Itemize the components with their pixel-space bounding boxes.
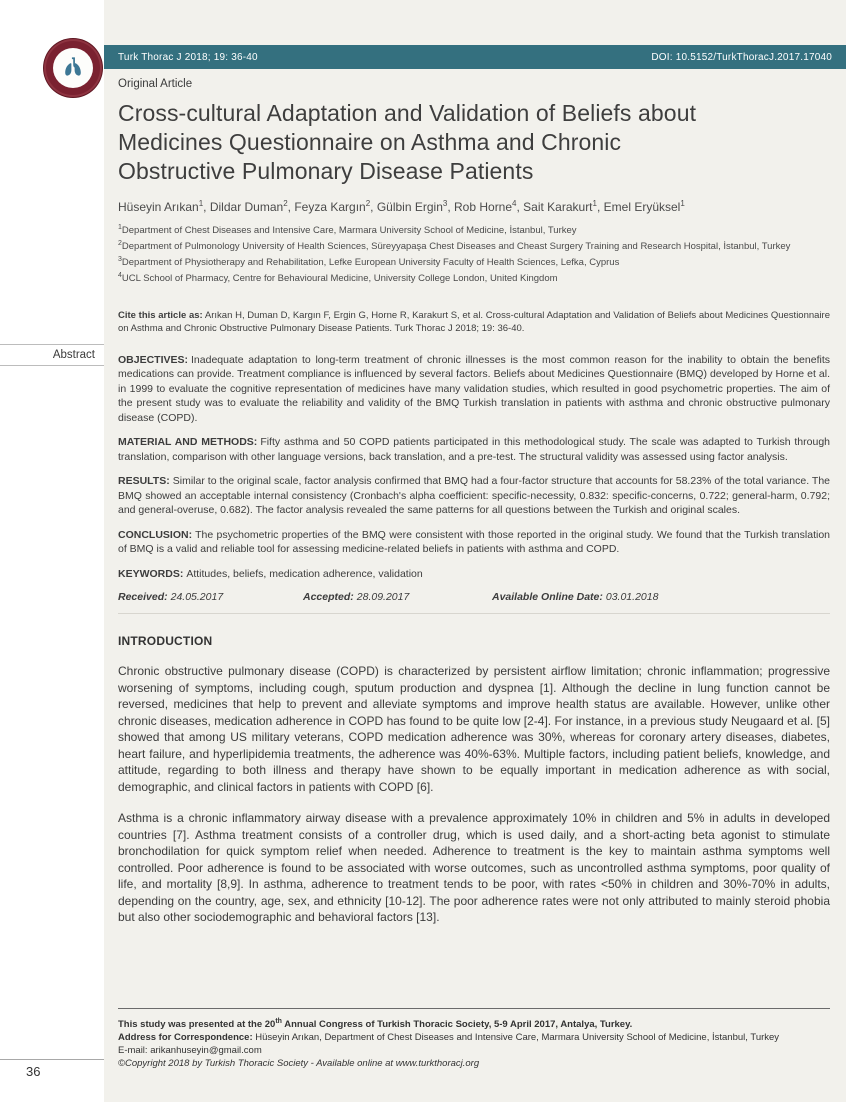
affiliation-marker: 1 (118, 224, 122, 231)
author (523, 200, 604, 214)
dates-row (118, 591, 830, 603)
affiliation-text: Department of Physiotherapy and Rehabilitation, Lefke European University Faculty of Health Sciences, Lefka, Cyprus (121, 257, 620, 269)
affiliation-line (118, 221, 830, 237)
date-label: Accepted: (303, 591, 354, 604)
article-title: Cross-cultural Adaptation and Validation of Beliefs about Medicines Questionnaire on Asthma and Chronic Obstructive Pulmonary Disease Patients (118, 100, 697, 184)
affiliation-marker: 4 (118, 272, 122, 280)
author (377, 200, 454, 214)
accepted-date (303, 591, 492, 603)
author-separator: , (516, 200, 524, 214)
author-separator: , (370, 200, 377, 214)
author-name: Feyza Kargın (294, 200, 366, 214)
footer (118, 1008, 830, 1070)
author-separator: , (287, 200, 295, 214)
abstract-section-text: Attitudes, beliefs, medication adherence, validation (186, 567, 423, 580)
author-name: Hüseyin Arıkan (118, 200, 199, 214)
article-type-label: Original Article (118, 78, 193, 90)
page-number: 36 (26, 1064, 41, 1079)
author (118, 200, 210, 214)
authors-line (118, 199, 830, 214)
affiliation-text: Department of Pulmonology University of Health Sciences, Süreyyapaşa Chest Diseases and Cheast Surgery Training and Research Hospital, İstanbul, Turkey (121, 241, 791, 253)
date-value: 03.01.2018 (605, 591, 659, 604)
date-label: Received: (118, 591, 168, 604)
introduction-paragraph: Asthma is a chronic inflammatory airway disease with a prevalence approximately 10% in children and 5% in adults in developed countries [7]. Asthma treatment consists of a controller drug, which is used daily, and a short-acting beta agonist to stimulate bronchodilation for quick symptom relief when needed. Adherence to treatment is the key to maintain asthma symptoms well controlled. Poor adherence is found to be associated with worse outcomes, such as uncontrolled asthma symptoms, poor quality of life, and mortality [8,9]. In asthma, adherence to treatment tends to be poor, with rates <50% in children and 30%-70% in adults, depending on the country, age, sex, and ethnicity [10-12]. The poor adherence rates were not only attributed to mainly steroid phobia but also other sociodemographic and behavioral factors [13]. (118, 811, 830, 925)
abstract-section-text: Inadequate adaptation to long-term treatment of chronic illnesses is the most common reason for the inability to obtain the benefits medications can provide. Treatment compliance is influenced by several factors. Beliefs about Medicines Questionnaire (BMQ) developed by Horne et al. in 1999 to evaluate the cognitive representation of medicines have many validation studies, which resulted in good psychometric properties. The aim of the present study was to evaluate the reliability and validity of the BMQ Turkish translation in patients with asthma and chronic obstructive pulmonary disease (COPD). (118, 353, 830, 424)
cite-block (118, 309, 830, 336)
journal-citation: Turk Thorac J 2018; 19: 36-40 (118, 51, 258, 63)
presented-at-text: This study was presented at the 20 (118, 1019, 276, 1031)
doi-text: DOI: 10.5152/TurkThoracJ.2017.17040 (651, 51, 832, 63)
author (294, 200, 377, 214)
author-name: Sait Karakurt (523, 200, 593, 214)
affiliation-text: UCL School of Pharmacy, Centre for Behavioural Medicine, University College London, United Kingdom (121, 273, 558, 285)
author-affiliation-marker: 2 (365, 199, 371, 208)
author (604, 200, 685, 214)
author-name: Emel Eryüksel (603, 200, 681, 214)
abstract-results (118, 474, 830, 518)
affiliation-marker: 2 (118, 240, 122, 248)
abstract-section-text: The psychometric properties of the BMQ were consistent with those reported in the original study. We found that the Turkish translation of BMQ is a valid and reliable tool for assessing medicine-related beliefs in patients with asthma and COPD. (118, 528, 830, 556)
abstract-section-label: RESULTS: (118, 475, 170, 488)
affiliations (118, 221, 830, 286)
correspondence-label: Address for Correspondence: (118, 1032, 253, 1044)
author-affiliation-marker: 1 (680, 199, 685, 208)
affiliation-line (118, 253, 830, 269)
email-line: E-mail: arikanhuseyin@gmail.com (118, 1045, 262, 1057)
author-affiliation-marker: 2 (283, 199, 288, 208)
copyright-line: ©Copyright 2018 by Turkish Thoracic Society - Available online at www.turkthoracj.org (118, 1058, 480, 1070)
journal-header-bar (104, 45, 846, 69)
author (454, 200, 523, 214)
abstract-objectives (118, 353, 830, 426)
date-label: Available Online Date: (492, 591, 603, 604)
abstract-section-label: CONCLUSION: (118, 528, 193, 541)
introduction-heading: INTRODUCTION (118, 634, 213, 649)
author-affiliation-marker: 1 (198, 199, 204, 208)
author-affiliation-marker: 4 (512, 199, 517, 208)
page-number-rule (0, 1059, 104, 1060)
author-separator: , (447, 200, 454, 214)
turkish-thoracic-society-logo (44, 39, 102, 97)
author-separator: , (203, 200, 210, 214)
abstract-section (118, 353, 830, 615)
introduction-paragraph: Chronic obstructive pulmonary disease (COPD) is characterized by persistent airflow limitation; chronic inflammation; progressive worsening of symptoms, including cough, sputum production and dyspnea [1]. Although the decline in lung function cannot be reversed, medicines that help to prevent and alleviate symptoms and improve health status are available. However, unlike other chronic diseases, medication adherence in COPD has found to be quite low [2-4]. For instance, in a previous study Neugaard et al. [5] showed that among US military veterans, COPD medication adherence was 30%, whereas for coronary artery diseases, diabetes, heart failure, and hyperlipidemia treatments, the adherence was 40%-63%. Multiple factors, including patient beliefs, knowledge, and attitude, regarding to both illness and therapy have shown to be equally important in medication adherence as with social, demographic, and clinical factors in patients with COPD [6]. (118, 664, 830, 794)
author-name: Rob Horne (454, 200, 513, 214)
abstract-tab (0, 344, 104, 366)
abstract-methods (118, 435, 830, 464)
available-online-date (492, 591, 658, 603)
author-separator: , (596, 200, 604, 214)
presented-at-line (118, 1015, 830, 1031)
date-value: 28.09.2017 (356, 591, 410, 604)
affiliation-line (118, 269, 830, 285)
abstract-section-label: MATERIAL AND METHODS: (118, 436, 258, 449)
abstract-section-text: Fifty asthma and 50 COPD patients participated in this methodological study. The scale was adapted to Turkish through translation, comparison with other language versions, back translation, and a pre-test. The structural validity was assessed using factor analysis. (118, 436, 830, 463)
author-name: Gülbin Ergin (376, 200, 443, 214)
affiliation-line (118, 237, 830, 253)
abstract-section-text: Similar to the original scale, factor analysis confirmed that BMQ had a four-factor structure that accounts for 58.23% of the total variance. The BMQ showed an acceptable internal consistency (Cronbach's alpha coefficient: specific-necessity, 0.832: specific-concerns, 0.722; general-harm, 0.792; and general-overuse, 0.682). The factor analysis revealed the same patterns for all questions between the Turkish and original scales. (118, 475, 830, 517)
cite-label: Cite this article as: (118, 309, 203, 321)
author-affiliation-marker: 1 (592, 199, 597, 208)
abstract-conclusion (118, 528, 830, 557)
date-value: 24.05.2017 (170, 591, 224, 604)
correspondence-line (118, 1031, 830, 1044)
cite-text: Arıkan H, Duman D, Kargın F, Ergin G, Horne R, Karakurt S, et al. Cross-cultural Adaptation and Validation of Beliefs about Medicines Questionnaire on Asthma and Chronic Obstructive Pulmonary Disease Patients. Turk Thorac J 2018; 19: 36-40. (118, 309, 830, 335)
content-column (104, 0, 846, 1102)
abstract-tab-label: Abstract (52, 349, 95, 361)
correspondence-text: Hüseyin Arıkan, Department of Chest Diseases and Intensive Care, Marmara University School of Medicine, İstanbul, Turkey (255, 1032, 780, 1044)
abstract-section-label: OBJECTIVES: (118, 353, 189, 366)
received-date (118, 591, 303, 603)
abstract-section-label: KEYWORDS: (118, 567, 184, 580)
author (210, 200, 294, 214)
author-affiliation-marker: 3 (442, 199, 448, 208)
logo-inner-disc (53, 48, 93, 88)
ordinal-suffix: th (275, 1018, 282, 1025)
affiliation-text: Department of Chest Diseases and Intensive Care, Marmara University School of Medicine, İstanbul, Turkey (121, 225, 577, 237)
lungs-icon (60, 55, 86, 81)
author-name: Dildar Duman (209, 200, 284, 214)
affiliation-marker: 3 (118, 256, 122, 264)
abstract-keywords (118, 567, 830, 582)
presented-at-text: Annual Congress of Turkish Thoracic Society, 5-9 April 2017, Antalya, Turkey. (281, 1019, 633, 1031)
